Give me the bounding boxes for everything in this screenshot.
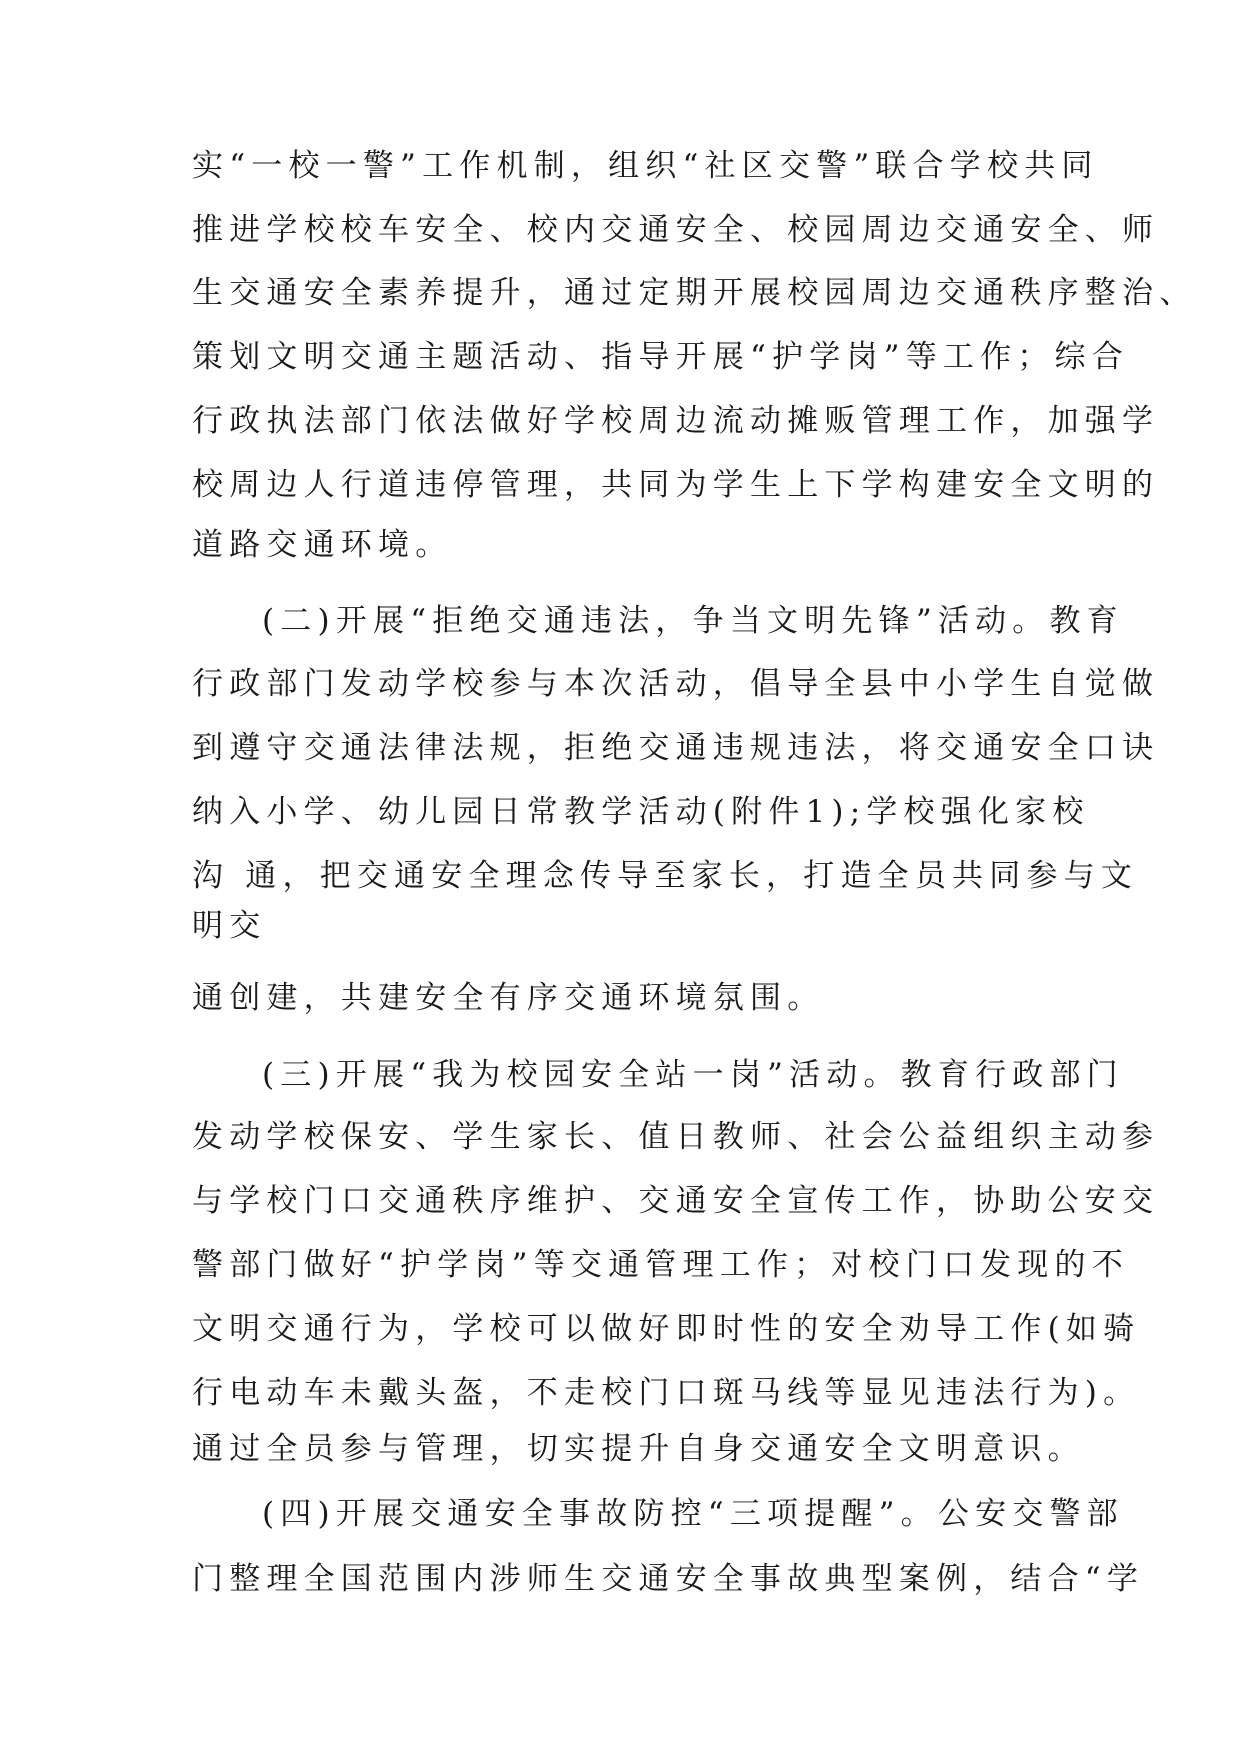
text-line-10: 到遵守交通法律法规，拒绝交通违规违法，将交通安全口诀: [192, 730, 1160, 766]
text-line-12: 沟 通，把交通安全理念传导至家长，打造全员共同参与文: [192, 858, 1139, 894]
text-line-7: 道路交通环境。: [192, 527, 453, 563]
text-line-21: 通过全员参与管理，切实提升自身交通安全文明意识。: [192, 1431, 1085, 1467]
text-line-1: 实“一校一警”工作机制，组织“社区交警”联合学校共同: [192, 148, 1099, 184]
text-line-16: 发动学校保安、学生家长、值日教师、社会公益组织主动参: [192, 1119, 1160, 1155]
text-line-13: 明交: [192, 908, 267, 944]
paragraph-2-heading-line: (二)开展“拒绝交通违法，争当文明先锋”活动。教育: [262, 603, 1124, 639]
text-line-18: 警部门做好“护学岗”等交通管理工作；对校门口发现的不: [192, 1247, 1129, 1283]
text-line-11: 纳入小学、幼儿园日常教学活动(附件1);学校强化家校: [192, 794, 1090, 830]
paragraph-3-heading-line: (三)开展“我为校园安全站一岗”活动。教育行政部门: [262, 1057, 1124, 1093]
text-line-2: 推进学校校车安全、校内交通安全、校园周边交通安全、师: [192, 212, 1160, 248]
text-line-17: 与学校门口交通秩序维护、交通安全宣传工作，协助公安交: [192, 1183, 1160, 1219]
text-line-3: 生交通安全素养提升，通过定期开展校园周边交通秩序整治、: [192, 275, 1197, 311]
text-line-4: 策划文明交通主题活动、指导开展“护学岗”等工作；综合: [192, 339, 1129, 375]
text-line-9: 行政部门发动学校参与本次活动，倡导全县中小学生自觉做: [192, 666, 1160, 702]
text-line-14: 通创建，共建安全有序交通环境氛围。: [192, 980, 825, 1016]
text-line-20: 行电动车未戴头盔，不走校门口斑马线等显见违法行为)。: [192, 1375, 1141, 1411]
text-line-23: 门整理全国范围内涉师生交通安全事故典型案例，结合“学: [192, 1561, 1145, 1597]
paragraph-4-heading-line: (四)开展交通安全事故防控“三项提醒”。公安交警部: [262, 1496, 1124, 1532]
text-line-19: 文明交通行为，学校可以做好即时性的安全劝导工作(如骑: [192, 1311, 1141, 1347]
text-line-5: 行政执法部门依法做好学校周边流动摊贩管理工作，加强学: [192, 403, 1160, 439]
text-line-6: 校周边人行道违停管理，共同为学生上下学构建安全文明的: [192, 467, 1160, 503]
